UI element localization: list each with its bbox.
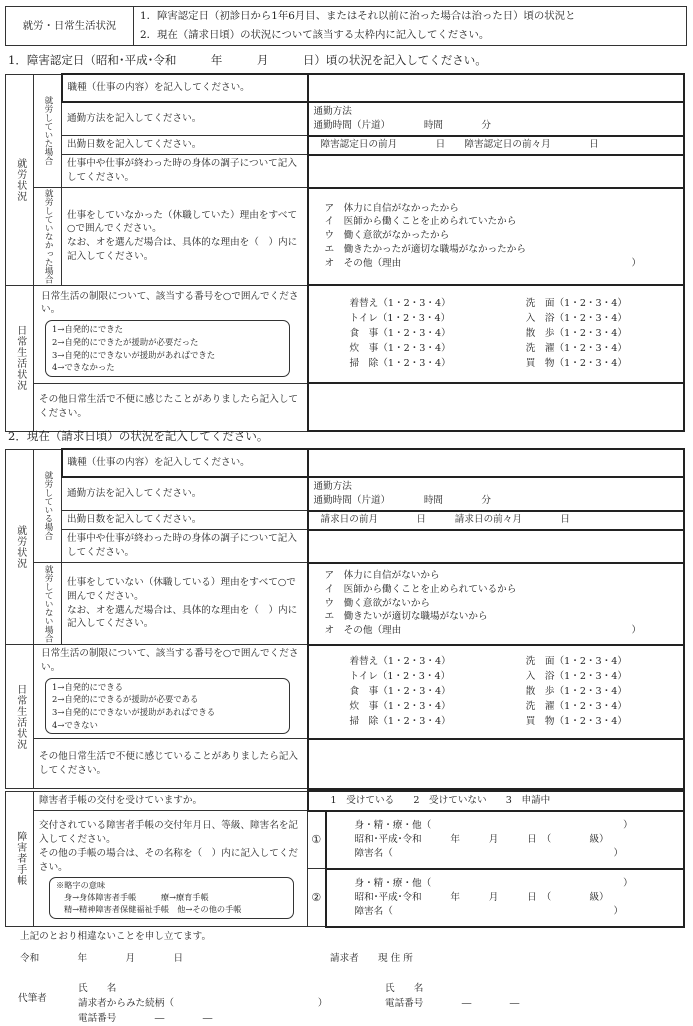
entry-2-field[interactable] xyxy=(326,869,685,927)
proxy-phone[interactable]: 電話番号 ― ― xyxy=(78,1013,213,1024)
s1-daily-label: 日常生活状況 xyxy=(6,285,34,431)
entry-2-name: 障害名（ ） xyxy=(354,905,624,917)
s2-job-prompt: 職種（仕事の内容）を記入してください。 xyxy=(62,449,308,477)
handbook-other-prompt: その他の手帳の場合は、その名称を（ ）内に記入してください。 xyxy=(39,848,299,874)
entry-1-name: 障害名（ ） xyxy=(354,847,624,859)
entry-1-field[interactable] xyxy=(326,811,685,869)
s2-adl-grid xyxy=(314,655,679,729)
s1-adl-item[interactable]: 掃 除（1・2・3・4） xyxy=(349,358,451,369)
handbook-label: 障害者手帳 xyxy=(6,791,34,927)
s2-daily-prompt: 日常生活の制限について、該当する番号を○で囲んでください。 xyxy=(41,648,299,673)
s1-not-working-label: 就労していなかった場合 xyxy=(34,188,62,286)
s1-adl-item[interactable]: トイレ（1・2・3・4） xyxy=(349,313,451,325)
s2-not-working-label: 就労していない場合 xyxy=(34,563,62,645)
s1-scale-1: 1→自発的にできた xyxy=(52,324,123,335)
claimant-phone[interactable]: 電話番号 ― ― xyxy=(385,998,520,1009)
s1-commute-prompt: 通勤方法を記入してください。 xyxy=(62,102,308,136)
s2-adl-item[interactable]: 掃 除（1・2・3・4） xyxy=(349,715,451,727)
entry-1-type: 身・精・療・他（ ） xyxy=(354,820,633,832)
section1-table xyxy=(5,73,685,432)
s2-commute-prompt: 通勤方法を記入してください。 xyxy=(62,477,308,511)
handbook-prompt: 障害者手帳の交付を受けていますか。 xyxy=(34,791,308,811)
section2-table xyxy=(5,448,685,790)
s2-reason-prompt xyxy=(62,563,308,645)
s2-job-field[interactable] xyxy=(308,449,685,477)
header-line-1: 1．障害認定日（初診日から1年6月目、またはそれ以前に治った場合は治った日）頃の状況と xyxy=(134,7,687,27)
entry-2-mark: ② xyxy=(308,869,326,927)
s1-reasons-list[interactable] xyxy=(308,188,685,286)
claimant-name[interactable]: 氏 名 xyxy=(385,983,424,994)
handbook-options[interactable]: 1 受けている 2 受けていない 3 申請中 xyxy=(308,791,685,811)
s1-other-prompt: その他日常生活で不便に感じたことがありましたら記入してください。 xyxy=(34,383,308,431)
s2-adl-item[interactable]: トイレ（1・2・3・4） xyxy=(349,670,451,682)
declaration-date[interactable]: 令和 年 月 日 xyxy=(20,953,184,964)
s2-commute-field[interactable] xyxy=(308,477,685,511)
s2-daily-prompt-cell xyxy=(34,645,308,739)
s1-adl-grid xyxy=(314,297,679,371)
entry-1-mark: ① xyxy=(308,811,326,869)
s1-daily-prompt: 日常生活の制限について、該当する番号を○で囲んでください。 xyxy=(41,290,299,316)
s1-reason-e: オ その他（理由 ） xyxy=(324,258,642,270)
s2-commute-method: 通勤方法 xyxy=(313,481,352,492)
s1-adl-item[interactable]: 入 浴（1・2・3・4） xyxy=(525,313,627,325)
s2-reason-a: ア 体力に自信がないから xyxy=(324,569,440,581)
proxy-relation[interactable]: 請求者からみた続柄（ ） xyxy=(78,998,328,1009)
handbook-table xyxy=(5,790,685,928)
s1-adl-item[interactable]: 食 事（1・2・3・4） xyxy=(349,328,451,340)
s2-other-field[interactable] xyxy=(308,739,685,789)
s1-scale-box xyxy=(45,320,290,376)
s1-condition-prompt: 仕事中や仕事が終わった時の身体の調子について記入してください。 xyxy=(62,155,308,188)
header-label: 就労・日常生活状況 xyxy=(6,7,134,46)
s1-reason-prompt-2: なお、オを選んだ場合は、具体的な理由を（ ）内に記入してください。 xyxy=(67,237,298,263)
s1-adl-item[interactable]: 炊 事（1・2・3・4） xyxy=(349,343,451,355)
s1-reason-b: イ 医師から働くことを止められていたから xyxy=(324,216,517,228)
s2-adl-item[interactable]: 入 浴（1・2・3・4） xyxy=(525,670,627,682)
proxy-name[interactable]: 氏 名 xyxy=(78,983,117,994)
abbr-line-1: 身→身体障害者手帳 療→療育手帳 xyxy=(64,891,209,902)
s2-reasons-list[interactable] xyxy=(308,563,685,645)
header-line-2: 2．現在（請求日頃）の状況について該当する太枠内に記入してください。 xyxy=(134,26,687,46)
s2-scale-3: 3→自発的にできないが援助があればできる xyxy=(52,707,216,718)
s2-reason-prompt-2: なお、オを選んだ場合は、具体的な理由を（ ）内に記入してください。 xyxy=(67,604,298,630)
s2-adl-grid-cell[interactable] xyxy=(308,645,685,739)
s1-adl-item[interactable]: 洗 面（1・2・3・4） xyxy=(525,298,627,310)
s1-daily-prompt-cell xyxy=(34,285,308,383)
s1-reason-d: エ 働きたかったが適切な職場がなかったから xyxy=(324,244,526,256)
s2-reason-c: ウ 働く意欲がないから xyxy=(324,597,431,609)
s1-reason-prompt-1: 仕事をしていなかった（休職していた）理由をすべて○で囲んでください。 xyxy=(67,209,298,235)
s2-scale-box xyxy=(45,678,290,734)
declaration: 上記のとおり相違ないことを申し立てます。 xyxy=(20,931,212,942)
s1-commute-time: 通勤時間（片道） 時間 分 xyxy=(313,119,491,131)
s1-job-prompt: 職種（仕事の内容）を記入してください。 xyxy=(62,74,308,102)
s2-working-label: 就労している場合 xyxy=(34,449,62,563)
s2-scale-2: 2→自発的にできるが援助が必要である xyxy=(52,694,199,705)
s1-condition-field[interactable] xyxy=(308,155,685,188)
s2-days-prompt: 出勤日数を記入してください。 xyxy=(62,511,308,530)
s2-condition-field[interactable] xyxy=(308,530,685,563)
s2-adl-item[interactable]: 炊 事（1・2・3・4） xyxy=(349,700,451,712)
s2-daily-label: 日常生活状況 xyxy=(6,645,34,789)
s1-reason-prompt xyxy=(62,188,308,286)
s2-adl-item[interactable]: 散 歩（1・2・3・4） xyxy=(525,685,627,697)
s2-condition-prompt: 仕事中や仕事が終わった時の身体の調子について記入してください。 xyxy=(62,530,308,563)
abbr-title: ※略字の意味 xyxy=(56,880,106,891)
form-header xyxy=(5,6,687,46)
s1-adl-item[interactable]: 買 物（1・2・3・4） xyxy=(525,358,627,369)
s2-reason-b: イ 医師から働くことを止められているから xyxy=(324,583,517,595)
s1-days-field[interactable]: 障害認定日の前月 日 障害認定日の前々月 日 xyxy=(308,136,685,155)
s2-other-prompt: その他日常生活で不便に感じていることがありましたら記入してください。 xyxy=(34,739,308,789)
s1-working-label: 就労していた場合 xyxy=(34,74,62,188)
s1-commute-field[interactable] xyxy=(308,102,685,136)
s2-reason-e: オ その他（理由 ） xyxy=(324,625,642,637)
s1-adl-item[interactable]: 散 歩（1・2・3・4） xyxy=(525,328,627,340)
s2-scale-1: 1→自発的にできる xyxy=(52,681,123,692)
s2-adl-item[interactable]: 洗 濯（1・2・3・4） xyxy=(525,700,627,712)
section1-title: 1．障害認定日（昭和･平成･令和 年 月 日）頃の状況を記入してください。 xyxy=(8,53,487,67)
abbr-line-2: 精→精神障害者保健福祉手帳 他→その他の手帳 xyxy=(64,903,242,914)
s2-adl-item[interactable]: 洗 面（1・2・3・4） xyxy=(525,655,627,667)
s2-commute-time: 通勤時間（片道） 時間 分 xyxy=(313,494,491,506)
s1-commute-method: 通勤方法 xyxy=(313,106,352,117)
s1-job-field[interactable] xyxy=(308,74,685,102)
s2-adl-item[interactable]: 着替え（1・2・3・4） xyxy=(349,655,451,667)
s1-scale-3: 3→自発的にできないが援助があればできた xyxy=(52,349,216,360)
handbook-detail-cell xyxy=(34,811,308,927)
abbreviation-box xyxy=(49,877,294,919)
s1-work-label: 就労状況 xyxy=(6,74,34,285)
claimant-address-label[interactable]: 請求者 現 住 所 xyxy=(330,953,413,964)
entry-2-type: 身・精・療・他（ ） xyxy=(354,878,633,890)
s1-adl-item[interactable]: 洗 濯（1・2・3・4） xyxy=(525,343,627,355)
s2-reason-d: エ 働きたいが適切な職場がないから xyxy=(324,611,488,623)
entry-2-date: 昭和･平成･令和 年 月 日 （ 級） xyxy=(354,891,609,903)
s1-adl-item[interactable]: 着替え（1・2・3・4） xyxy=(349,298,451,310)
s1-reason-c: ウ 働く意欲がなかったから xyxy=(324,230,450,242)
s1-days-prompt: 出勤日数を記入してください。 xyxy=(62,136,308,155)
s2-work-label: 就労状況 xyxy=(6,449,34,645)
s2-adl-item[interactable]: 食 事（1・2・3・4） xyxy=(349,685,451,697)
entry-1-date: 昭和･平成･令和 年 月 日 （ 級） xyxy=(354,833,609,845)
s2-days-field[interactable]: 請求日の前月 日 請求日の前々月 日 xyxy=(308,511,685,530)
section2-title: 2．現在（請求日頃）の状況を記入してください。 xyxy=(8,429,269,443)
s1-adl-grid-cell[interactable] xyxy=(308,285,685,383)
s1-other-field[interactable] xyxy=(308,383,685,431)
s1-reason-a: ア 体力に自信がなかったから xyxy=(324,202,459,214)
handbook-detail-prompt: 交付されている障害者手帳の交付年月日、等級、障害名を記入してください。 xyxy=(39,820,299,846)
s1-scale-2: 2→自発的にできたが援助が必要だった xyxy=(52,336,199,347)
proxy-label: 代筆者 xyxy=(18,993,47,1004)
s2-reason-prompt-1: 仕事をしていない（休職している）理由をすべて○で囲んでください。 xyxy=(67,576,296,602)
s1-scale-4: 4→できなかった xyxy=(52,362,115,373)
s2-scale-4: 4→できない xyxy=(52,719,98,730)
s2-adl-item[interactable]: 買 物（1・2・3・4） xyxy=(525,715,627,727)
